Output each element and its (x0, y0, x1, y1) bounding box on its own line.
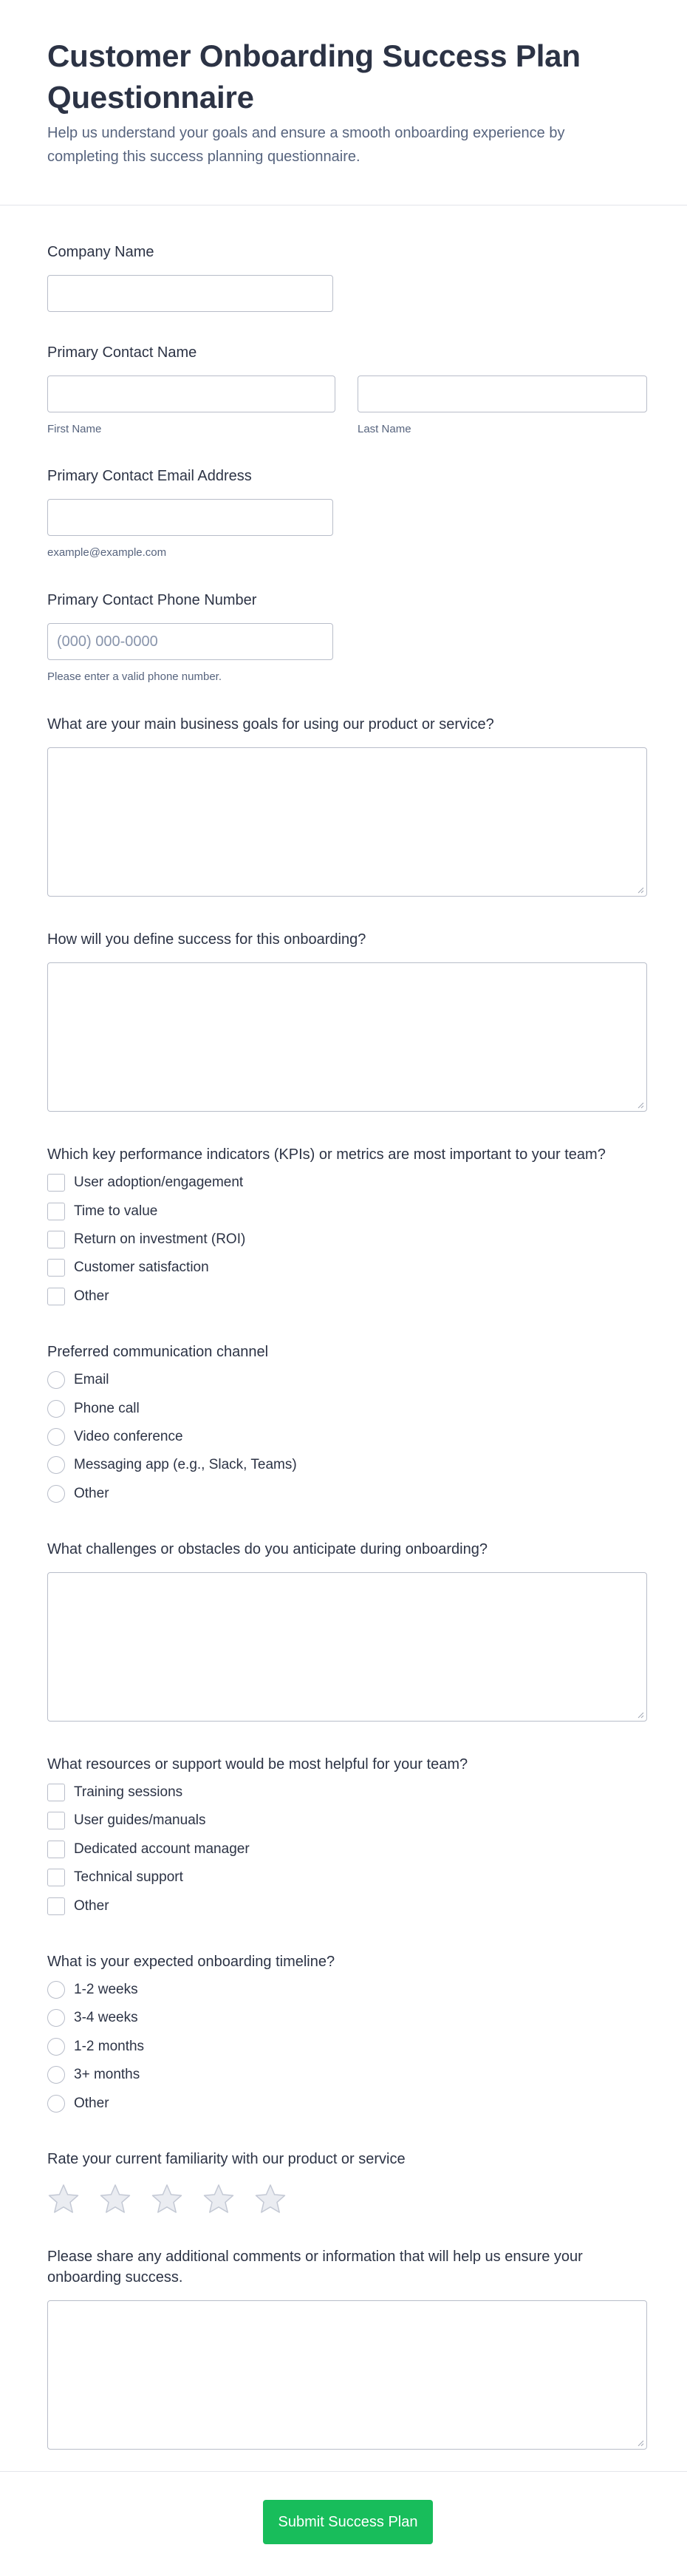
radio-button[interactable] (47, 1371, 65, 1389)
resize-handle-icon[interactable] (637, 886, 644, 894)
submit-button[interactable]: Submit Success Plan (263, 2500, 433, 2544)
resize-handle-icon[interactable] (637, 2439, 644, 2447)
option-label: 3-4 weeks (74, 2010, 138, 2026)
success-definition-question (47, 929, 640, 1112)
radio-button[interactable] (47, 1485, 65, 1503)
kpi-option[interactable] (47, 1169, 640, 1197)
kpis-question (47, 1144, 640, 1311)
success-definition-label: How will you define success for this onboarding? (47, 931, 366, 948)
challenges-textarea[interactable] (47, 1572, 647, 1722)
checkbox[interactable] (47, 1897, 65, 1915)
radio-button[interactable] (47, 1456, 65, 1474)
form-footer (0, 2471, 687, 2576)
email-input[interactable] (47, 499, 333, 536)
familiarity-label: Rate your current familiarity with our product or service (47, 2150, 406, 2167)
email-sublabel: example@example.com (47, 546, 167, 559)
checkbox[interactable] (47, 1784, 65, 1801)
resource-option[interactable] (47, 1807, 640, 1835)
timeline-question (47, 1951, 640, 2118)
phone-input[interactable] (47, 623, 333, 660)
timeline-option[interactable] (47, 2089, 640, 2117)
star-icon[interactable] (99, 2183, 131, 2215)
channel-option[interactable] (47, 1423, 640, 1451)
radio-button[interactable] (47, 2066, 65, 2084)
radio-button[interactable] (47, 1428, 65, 1446)
option-label: 1-2 weeks (74, 1982, 138, 1998)
channel-option[interactable] (47, 1480, 640, 1508)
option-label: Training sessions (74, 1784, 183, 1801)
company-name-input[interactable] (47, 275, 333, 312)
kpi-option[interactable] (47, 1226, 640, 1254)
checkbox[interactable] (47, 1288, 65, 1305)
resource-option[interactable] (47, 1863, 640, 1892)
radio-button[interactable] (47, 1981, 65, 1999)
star-icon[interactable] (47, 2183, 80, 2215)
page-title: Customer Onboarding Success Plan Questionnaire (47, 38, 581, 115)
comments-label: Please share any additional comments or information that will help us ensure your onboarding success. (47, 2248, 583, 2286)
star-icon[interactable] (254, 2183, 287, 2215)
resize-handle-icon[interactable] (637, 1101, 644, 1109)
star-rating (47, 2183, 640, 2215)
familiarity-question (47, 2149, 640, 2215)
comments-question (47, 2246, 640, 2450)
company-name-question (47, 242, 640, 312)
kpis-label: Which key performance indicators (KPIs) or metrics are most important to your team? (47, 1146, 606, 1163)
contact-name-question (47, 342, 640, 435)
option-label: User guides/manuals (74, 1812, 206, 1829)
email-label: Primary Contact Email Address (47, 468, 252, 484)
channel-option[interactable] (47, 1394, 640, 1422)
checkbox[interactable] (47, 1231, 65, 1248)
star-icon[interactable] (151, 2183, 183, 2215)
first-name-input[interactable] (47, 375, 335, 412)
option-label: Email (74, 1372, 109, 1388)
resource-option[interactable] (47, 1892, 640, 1920)
option-label: Dedicated account manager (74, 1841, 250, 1857)
option-label: Messaging app (e.g., Slack, Teams) (74, 1457, 297, 1473)
option-label: User adoption/engagement (74, 1175, 244, 1191)
checkbox[interactable] (47, 1869, 65, 1886)
option-label: 1-2 months (74, 2038, 145, 2054)
email-question (47, 466, 640, 559)
option-label: Other (74, 1485, 109, 1501)
radio-button[interactable] (47, 2095, 65, 2113)
challenges-question (47, 1539, 640, 1722)
option-label: Customer satisfaction (74, 1260, 209, 1276)
contact-name-label: Primary Contact Name (47, 344, 197, 361)
option-label: Video conference (74, 1428, 183, 1444)
business-goals-question (47, 714, 640, 897)
option-label: Other (74, 1288, 109, 1304)
questionnaire-form (0, 205, 687, 2450)
checkbox[interactable] (47, 1259, 65, 1277)
checkbox[interactable] (47, 1841, 65, 1858)
option-label: Other (74, 2095, 109, 2111)
resource-option[interactable] (47, 1835, 640, 1863)
checkbox[interactable] (47, 1203, 65, 1220)
resources-question (47, 1754, 640, 1920)
checkbox[interactable] (47, 1812, 65, 1829)
phone-label: Primary Contact Phone Number (47, 592, 257, 608)
radio-button[interactable] (47, 1400, 65, 1418)
checkbox[interactable] (47, 1174, 65, 1192)
timeline-option[interactable] (47, 2061, 640, 2089)
channel-option[interactable] (47, 1366, 640, 1394)
option-label: Return on investment (ROI) (74, 1231, 246, 1247)
phone-sublabel: Please enter a valid phone number. (47, 670, 222, 683)
option-label: 3+ months (74, 2067, 140, 2083)
challenges-label: What challenges or obstacles do you anticipate during onboarding? (47, 1540, 488, 1557)
radio-button[interactable] (47, 2009, 65, 2027)
kpi-option[interactable] (47, 1282, 640, 1311)
timeline-option[interactable] (47, 1976, 640, 2004)
timeline-option[interactable] (47, 2004, 640, 2032)
last-name-sublabel: Last Name (358, 423, 411, 435)
resize-handle-icon[interactable] (637, 1711, 644, 1719)
option-label: Phone call (74, 1400, 140, 1416)
option-label: Time to value (74, 1203, 158, 1219)
radio-button[interactable] (47, 2038, 65, 2056)
phone-question (47, 590, 640, 683)
first-name-sublabel: First Name (47, 423, 102, 435)
comments-textarea[interactable] (47, 2300, 647, 2450)
company-name-label: Company Name (47, 244, 154, 260)
resources-label: What resources or support would be most helpful for your team? (47, 1756, 468, 1773)
channel-label: Preferred communication channel (47, 1343, 269, 1360)
kpi-option[interactable] (47, 1254, 640, 1282)
channel-question (47, 1342, 640, 1508)
success-definition-textarea[interactable] (47, 962, 647, 1112)
star-icon[interactable] (202, 2183, 235, 2215)
channel-option[interactable] (47, 1451, 640, 1479)
business-goals-label: What are your main business goals for using our product or service? (47, 716, 494, 733)
option-label: Other (74, 1897, 109, 1914)
timeline-label: What is your expected onboarding timeline? (47, 1953, 335, 1970)
last-name-input[interactable] (358, 375, 647, 412)
page-description: Help us understand your goals and ensure a smooth onboarding experience by completing this success planning questionnaire. (47, 125, 565, 165)
resource-option[interactable] (47, 1778, 640, 1807)
business-goals-textarea[interactable] (47, 747, 647, 897)
timeline-option[interactable] (47, 2033, 640, 2061)
form-header (0, 0, 687, 205)
kpi-option[interactable] (47, 1197, 640, 1225)
option-label: Technical support (74, 1869, 183, 1886)
